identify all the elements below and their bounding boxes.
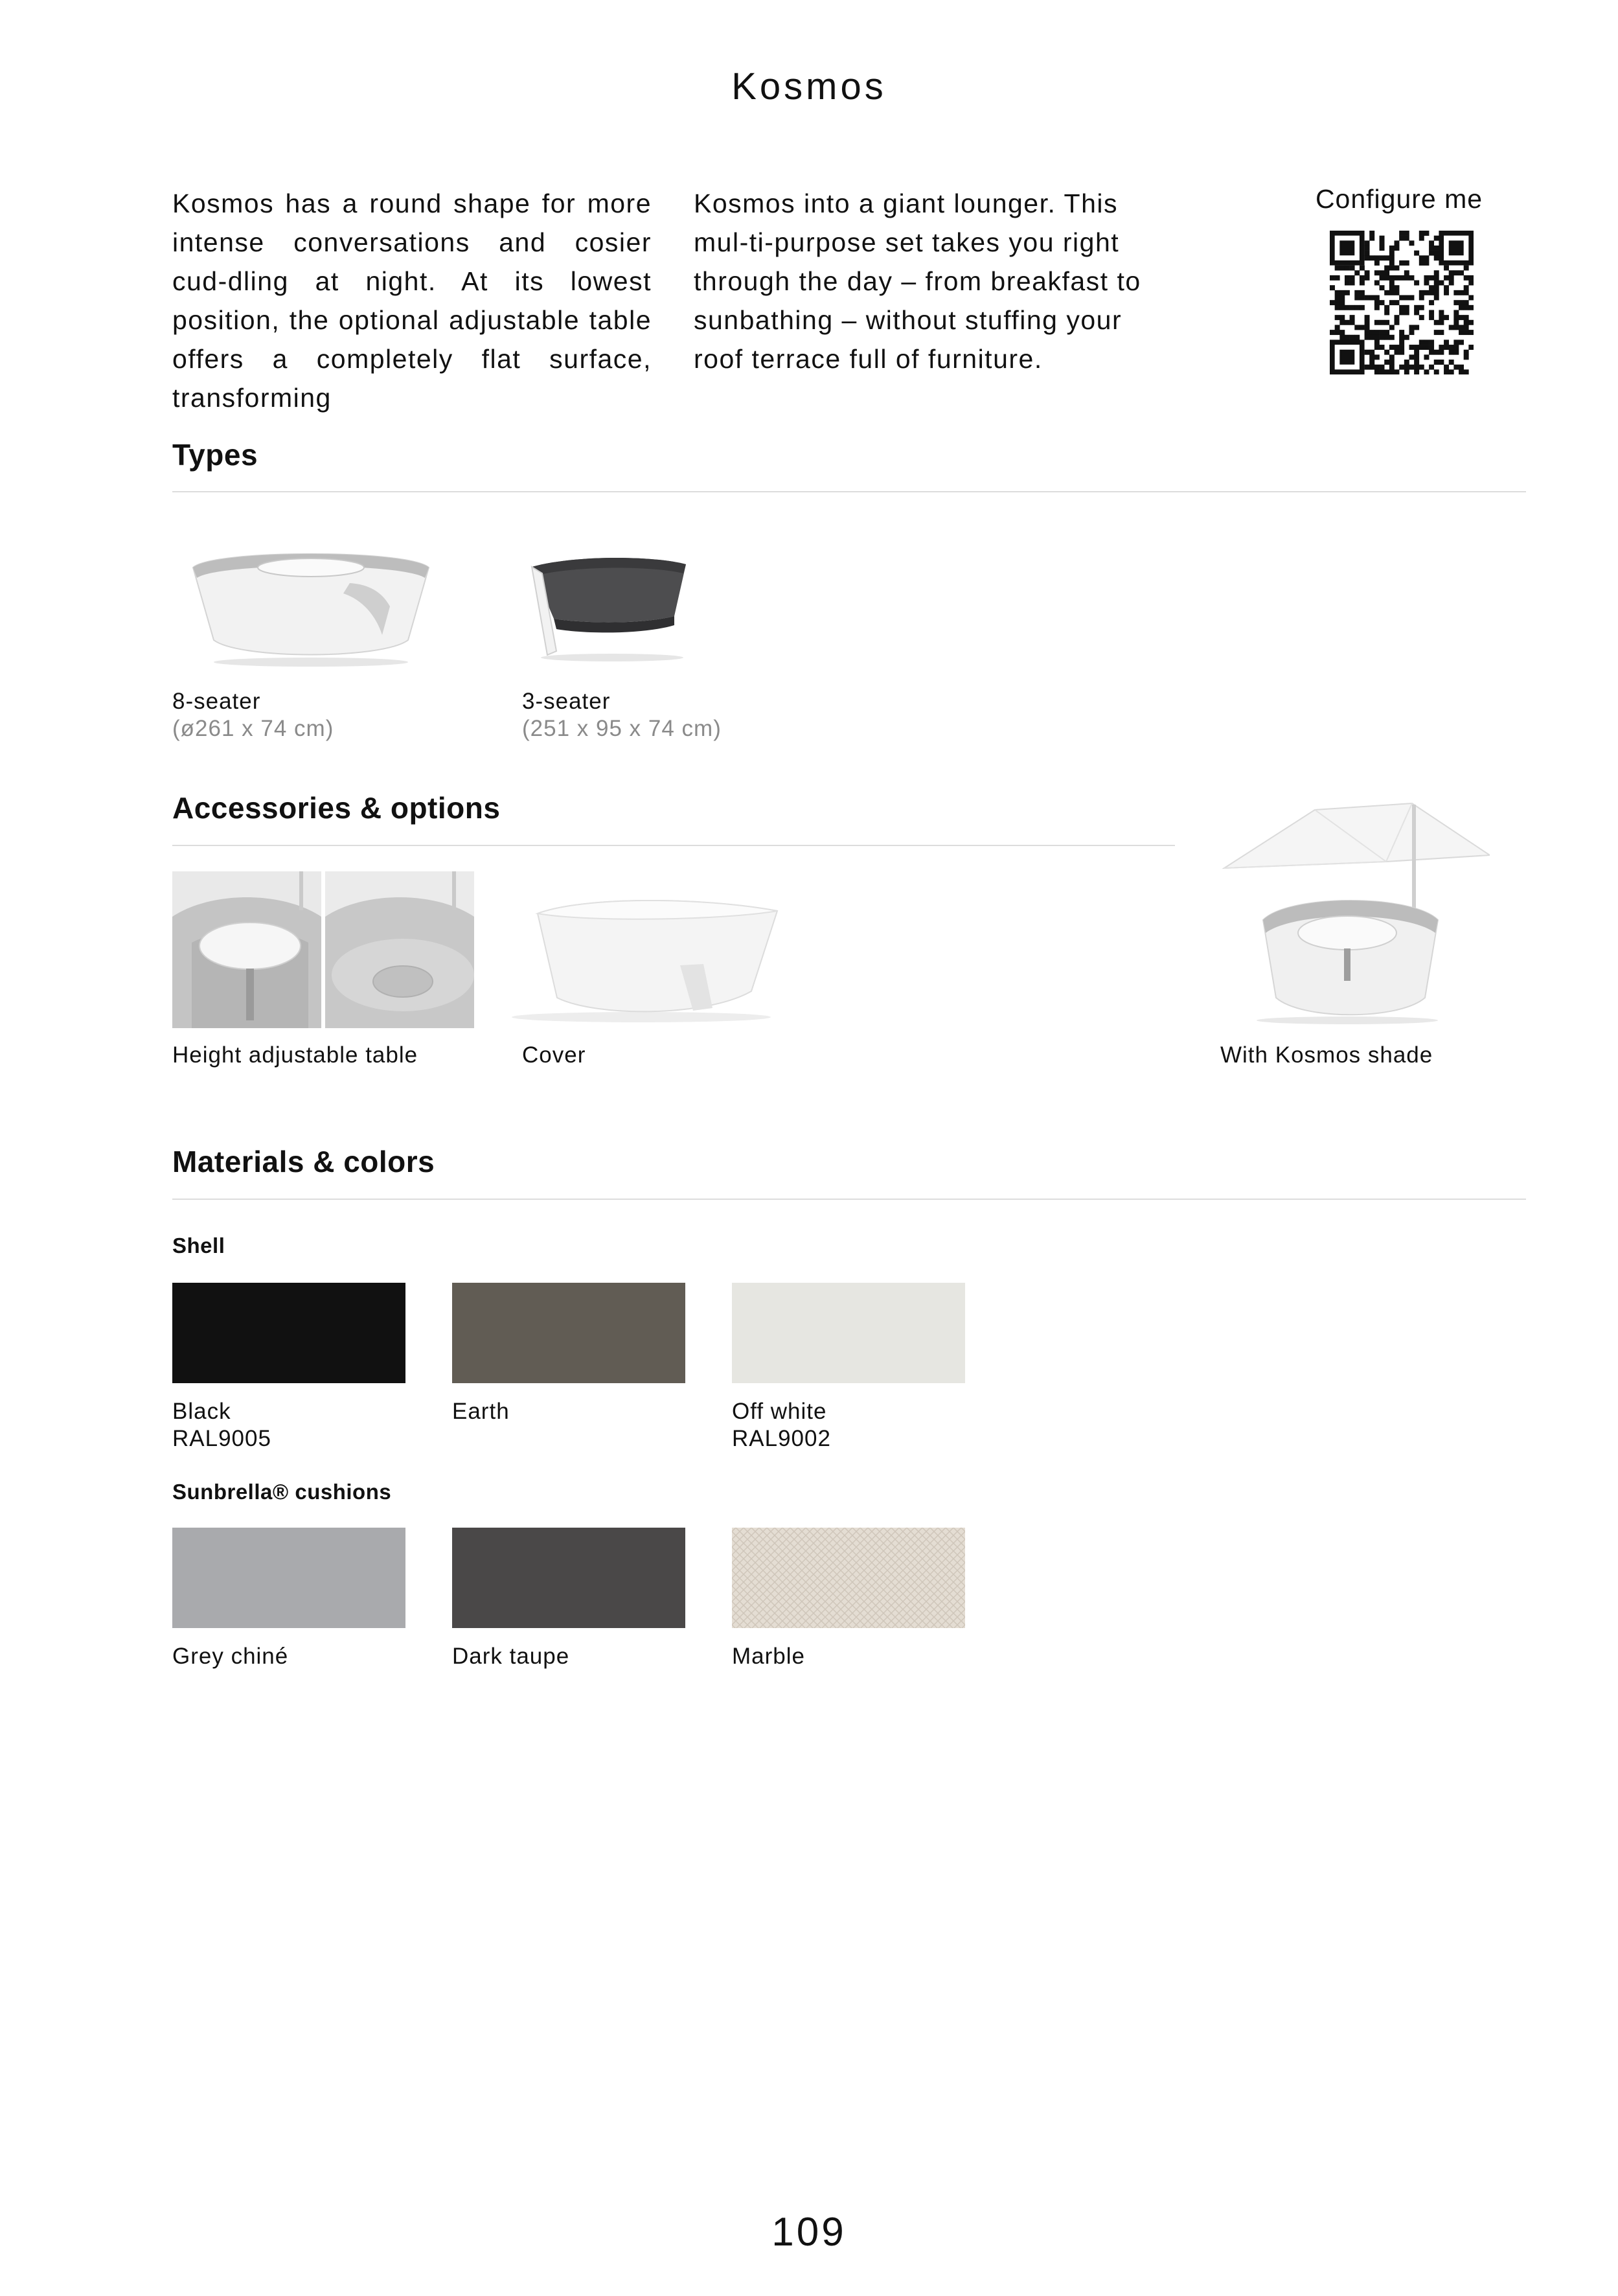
page-title: Kosmos bbox=[731, 65, 887, 108]
shell-name-off-white: Off white bbox=[732, 1399, 827, 1424]
cushion-swatch-dark-taupe[interactable] bbox=[452, 1528, 685, 1628]
type-name-8-seater: 8-seater bbox=[172, 689, 261, 714]
types-heading: Types bbox=[172, 438, 258, 472]
cushion-swatch-marble[interactable] bbox=[732, 1528, 965, 1628]
shell-name-black: Black bbox=[172, 1399, 231, 1424]
cushion-name-dark-taupe: Dark taupe bbox=[452, 1644, 570, 1669]
materials-heading: Materials & colors bbox=[172, 1145, 435, 1178]
types-divider bbox=[172, 491, 1526, 492]
shell-code-off-white: RAL9002 bbox=[732, 1426, 831, 1451]
shell-swatch-off-white[interactable] bbox=[732, 1283, 965, 1383]
cover-image bbox=[499, 894, 784, 1024]
cushion-name-marble: Marble bbox=[732, 1644, 805, 1669]
height-adjustable-table-image-2 bbox=[325, 871, 474, 1028]
page-number: 109 bbox=[771, 2210, 847, 2255]
type-dims-8-seater: (ø261 x 74 cm) bbox=[172, 716, 334, 741]
intro-text-column-1: Kosmos has a round shape for more intense conversations and cosier cud-dling at night. At its lowest position, the optional adjustable table offers a completely flat surface, transforming bbox=[172, 189, 652, 413]
shell-swatch-black[interactable] bbox=[172, 1283, 405, 1383]
shell-swatch-earth[interactable] bbox=[452, 1283, 685, 1383]
cushion-name-grey-chine: Grey chiné bbox=[172, 1644, 289, 1669]
eight-seater-image bbox=[188, 544, 434, 667]
qr-code-icon[interactable] bbox=[1330, 231, 1474, 374]
accessory-cover: Cover bbox=[522, 1042, 586, 1068]
type-name-3-seater: 3-seater bbox=[522, 689, 611, 714]
shell-name-earth: Earth bbox=[452, 1399, 510, 1424]
three-seater-image bbox=[528, 554, 696, 664]
height-adjustable-table-image-1 bbox=[172, 871, 321, 1028]
cushions-label: Sunbrella® cushions bbox=[172, 1480, 392, 1504]
accessories-heading: Accessories & options bbox=[172, 791, 501, 825]
accessory-kosmos-shade: With Kosmos shade bbox=[1220, 1042, 1433, 1068]
configure-label: Configure me bbox=[1315, 184, 1483, 214]
shell-code-black: RAL9005 bbox=[172, 1426, 271, 1451]
accessories-divider bbox=[172, 845, 1175, 846]
cushion-swatch-grey-chine[interactable] bbox=[172, 1528, 405, 1628]
kosmos-shade-image bbox=[1218, 797, 1490, 1030]
shell-label: Shell bbox=[172, 1234, 225, 1257]
accessory-height-adjustable-table: Height adjustable table bbox=[172, 1042, 418, 1068]
intro-text-column-2: Kosmos into a giant lounger. This mul-ti-purpose set takes you right through the day – from breakfast to sunbathing – without stuffing your roof terrace full of furniture. bbox=[694, 189, 1141, 374]
type-dims-3-seater: (251 x 95 x 74 cm) bbox=[522, 716, 722, 741]
materials-divider bbox=[172, 1199, 1526, 1200]
